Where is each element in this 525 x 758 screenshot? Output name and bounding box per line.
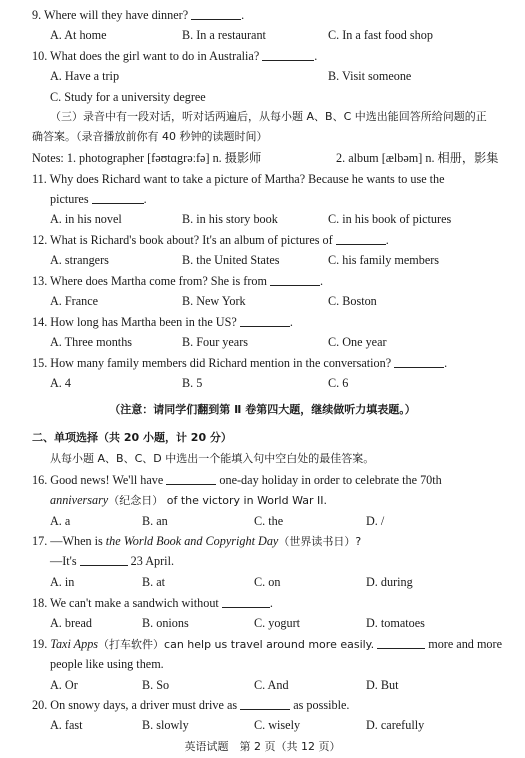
- question-17: 17. —When is the World Book and Copyright Day（世界读书日）?: [32, 534, 362, 548]
- option-a[interactable]: A. Three months: [50, 335, 133, 349]
- option-c[interactable]: C. 6: [328, 376, 349, 390]
- option-c[interactable]: C. Study for a university degree: [50, 90, 206, 104]
- answer-blank[interactable]: [394, 355, 444, 368]
- option-b[interactable]: B. at: [142, 575, 166, 589]
- answer-blank[interactable]: [92, 191, 144, 204]
- option-d[interactable]: D. during: [366, 575, 413, 589]
- section-heading: 二、单项选择（共 20 小题，计 20 分）: [32, 431, 232, 444]
- option-b[interactable]: B. onions: [142, 616, 189, 630]
- option-c[interactable]: C. One year: [328, 335, 387, 349]
- options-row: [0, 614, 525, 632]
- option-a[interactable]: A. Or: [50, 678, 78, 692]
- question-20: 20. On snowy days, a driver must drive as as possible.: [32, 698, 350, 712]
- question-13: 13. Where does Martha come from? She is from .: [32, 274, 324, 288]
- options-row: [0, 512, 525, 530]
- question-19: 19. Taxi Apps（打车软件）can help us travel around more easily. more and more: [32, 637, 502, 651]
- section-instructions: 从每小题 A、B、C、D 中选出一个能填入句中空白处的最佳答案。: [50, 452, 375, 465]
- options-row: [0, 716, 525, 734]
- answer-blank[interactable]: [270, 273, 320, 286]
- vocab-notes: Notes: 1. photographer [fəʊtɑgrəːfə] n. 摄影师 2. album [ælbəm] n. 相册，影集: [32, 151, 499, 165]
- answer-blank[interactable]: [240, 697, 290, 710]
- options-row: [0, 67, 525, 85]
- question-stem: 12. What is Richard's book about? It's an album of pictures of: [32, 233, 333, 247]
- option-b[interactable]: B. an: [142, 514, 168, 528]
- question-stem: 13. Where does Martha come from? She is from: [32, 274, 267, 288]
- question-stem: 18. We can't make a sandwich without: [32, 596, 219, 610]
- option-c[interactable]: C. yogurt: [254, 616, 301, 630]
- question-17-continued: —It's 23 April.: [50, 554, 175, 568]
- option-b[interactable]: B. New York: [182, 294, 246, 308]
- answer-blank[interactable]: [166, 472, 216, 485]
- options-row: [0, 210, 525, 228]
- question-12: 12. What is Richard's book about? It's an album of pictures of .: [32, 233, 389, 247]
- question-18: 18. We can't make a sandwich without .: [32, 596, 273, 610]
- option-c[interactable]: C. the: [254, 514, 284, 528]
- page-footer: 英语试题 第 2 页（共 12 页）: [184, 740, 341, 753]
- option-c[interactable]: C. And: [254, 678, 289, 692]
- option-d[interactable]: D. /: [366, 514, 385, 528]
- option-b[interactable]: B. So: [142, 678, 170, 692]
- option-a[interactable]: A. strangers: [50, 253, 109, 267]
- question-11: 11. Why does Richard want to take a picture of Martha? Because he wants to use the: [32, 172, 445, 186]
- question-9: 9. Where will they have dinner? .: [32, 8, 245, 22]
- option-a[interactable]: A. in: [50, 575, 75, 589]
- option-a[interactable]: A. fast: [50, 718, 83, 732]
- question-stem: 10. What does the girl want to do in Australia?: [32, 49, 260, 63]
- option-b[interactable]: B. 5: [182, 376, 203, 390]
- option-d[interactable]: D. tomatoes: [366, 616, 425, 630]
- option-b[interactable]: B. slowly: [142, 718, 189, 732]
- option-d[interactable]: D. But: [366, 678, 399, 692]
- answer-blank[interactable]: [336, 232, 386, 245]
- options-row: [0, 292, 525, 310]
- option-c[interactable]: C. Boston: [328, 294, 377, 308]
- question-stem: 9. Where will they have dinner?: [32, 8, 189, 22]
- options-row: [0, 374, 525, 392]
- option-a[interactable]: A. bread: [50, 616, 92, 630]
- section-instructions: 确答案。（录音播放前你有 40 秒钟的读题时间）: [32, 130, 268, 143]
- question-stem: 15. How many family members did Richard mention in the conversation?: [32, 356, 392, 370]
- section-instructions: （三）录音中有一段对话，听对话两遍后，从每小题 A、B、C 中选出能回答所给问题的正: [50, 110, 487, 123]
- option-a[interactable]: A. At home: [50, 28, 107, 42]
- option-a[interactable]: A. France: [50, 294, 99, 308]
- option-d[interactable]: D. carefully: [366, 718, 425, 732]
- option-b[interactable]: B. Four years: [182, 335, 249, 349]
- answer-blank[interactable]: [262, 48, 314, 61]
- option-c[interactable]: C. wisely: [254, 718, 301, 732]
- option-a[interactable]: A. a: [50, 514, 71, 528]
- question-19-continued: people like using them.: [50, 657, 164, 671]
- option-a[interactable]: A. 4: [50, 376, 71, 390]
- option-a[interactable]: A. in his novel: [50, 212, 122, 226]
- question-11-continued: pictures .: [50, 192, 147, 206]
- option-b[interactable]: B. the United States: [182, 253, 280, 267]
- answer-blank[interactable]: [222, 595, 270, 608]
- option-a[interactable]: A. Have a trip: [50, 69, 120, 83]
- question-10: 10. What does the girl want to do in Australia? .: [32, 49, 318, 63]
- answer-blank[interactable]: [80, 553, 128, 566]
- options-row: [0, 26, 525, 44]
- question-16-continued: anniversary（纪念日） of the victory in World War II.: [50, 493, 328, 507]
- answer-blank[interactable]: [240, 314, 290, 327]
- option-b[interactable]: B. In a restaurant: [182, 28, 266, 42]
- option-c[interactable]: C. in his book of pictures: [328, 212, 452, 226]
- question-stem: 14. How long has Martha been in the US?: [32, 315, 237, 329]
- option-c[interactable]: C. his family members: [328, 253, 440, 267]
- options-row: [0, 676, 525, 694]
- option-c[interactable]: C. on: [254, 575, 281, 589]
- question-15: 15. How many family members did Richard mention in the conversation? .: [32, 356, 448, 370]
- answer-blank[interactable]: [377, 636, 425, 649]
- options-row: [0, 251, 525, 269]
- option-c[interactable]: C. In a fast food shop: [328, 28, 433, 42]
- option-b[interactable]: B. in his story book: [182, 212, 278, 226]
- options-row: [50, 88, 206, 106]
- question-14: 14. How long has Martha been in the US? .: [32, 315, 293, 329]
- notice: （注意：请同学们翻到第 Ⅱ 卷第四大题，继续做听力填表题。）: [109, 403, 416, 416]
- question-16: 16. Good news! We'll have one-day holiday in order to celebrate the 70th: [32, 473, 442, 487]
- options-row: [0, 573, 525, 591]
- option-b[interactable]: B. Visit someone: [328, 69, 412, 83]
- answer-blank[interactable]: [191, 7, 241, 20]
- options-row: [0, 333, 525, 351]
